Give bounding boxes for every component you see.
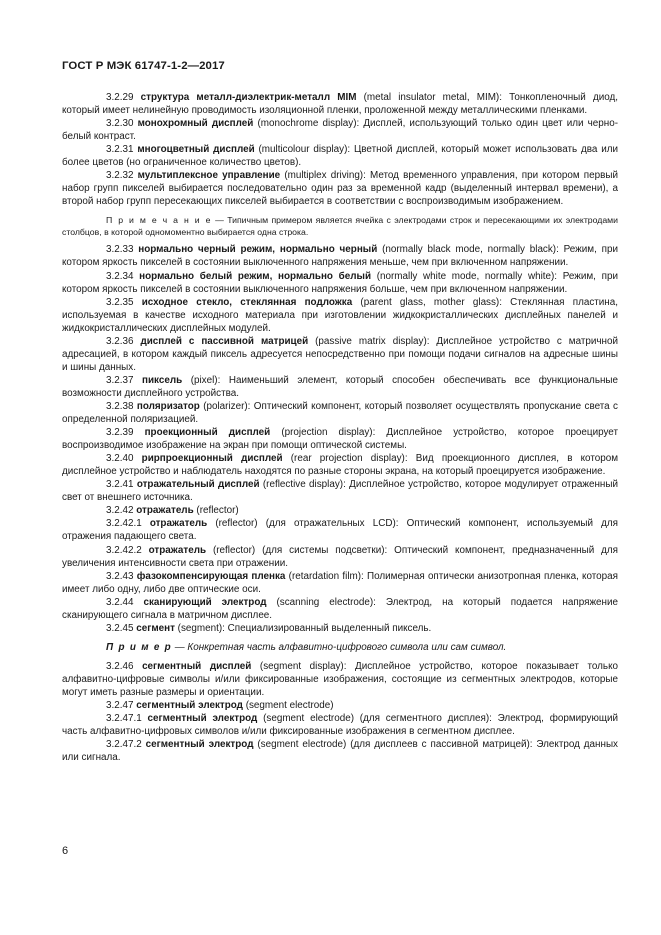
definitions-block-3 [62, 660, 618, 764]
entry-definition: (retardation film): Полимерная оптически анизотропная пленка, которая имеет либо одну, либо две оптические оси. [62, 570, 618, 595]
entry-number: 3.2.42.1 [106, 518, 142, 530]
entry-term: фазокомпенсирующая пленка [136, 570, 286, 582]
entry-definition: (normally white mode, normally white): Режим, при котором яркость пикселей в состоянии выключенного напряжения больше, чем при включенном напряжении. [62, 270, 618, 295]
definition-entry [62, 296, 618, 335]
definition-entry [62, 400, 618, 426]
definition-entry [62, 91, 618, 117]
entry-definition: (projection display): Дисплейное устройство, которое проецирует воспроизводимое изображение на экран при помощи оптической системы. [62, 427, 618, 452]
document-header: ГОСТ Р МЭК 61747-1-2—2017 [62, 60, 225, 72]
entry-term: отражатель [148, 544, 207, 556]
note [62, 214, 618, 238]
entry-term: рирпроекционный дисплей [141, 453, 283, 465]
entry-term: проекционный дисплей [144, 427, 271, 439]
definition-entry [62, 478, 618, 504]
entry-definition: (multicolour display): Цветной дисплей, который может использовать два или более цветов (но ограниченное количество цветов). [62, 144, 618, 169]
definition-entry [62, 117, 618, 143]
entry-number: 3.2.30 [106, 118, 134, 130]
entry-number: 3.2.44 [106, 596, 134, 608]
entry-definition: (reflector) (для отражательных LCD): Оптический компонент, используемый для отражения падающего света. [62, 518, 618, 543]
entry-number: 3.2.32 [106, 170, 134, 182]
entry-term: сегментный электрод [145, 739, 254, 751]
entry-term: сканирующий электрод [143, 596, 267, 608]
entry-term: монохромный дисплей [137, 118, 254, 130]
entry-definition: (metal insulator metal, MIM): Тонкопленочный диод, который имеет нелинейную проводимость изоляционной пленки, проложенной между металлическими пленками. [62, 92, 619, 117]
entry-definition: (segment electrode) (для дисплеев с пассивной матрицей): Электрод данных или сигнала. [62, 739, 618, 764]
definition-entry [62, 426, 618, 452]
entry-number: 3.2.36 [106, 335, 134, 347]
entry-number: 3.2.40 [106, 453, 134, 465]
definition-entry [62, 243, 618, 269]
entry-term: отражатель [149, 518, 208, 530]
entry-number: 3.2.47.2 [106, 739, 142, 751]
entry-definition: (passive matrix display): Дисплейное устройство с матричной адресацией, в котором каждый пиксель адресуется непосредственно при помощи подачи сигналов на адресные шины и шины данных. [62, 335, 618, 373]
entry-number: 3.2.34 [106, 270, 134, 282]
definitions-block-1 [62, 91, 618, 208]
entry-number: 3.2.42 [106, 505, 134, 517]
page-number: 6 [62, 845, 69, 857]
definition-entry [62, 596, 618, 622]
entry-number: 3.2.47.1 [106, 713, 142, 725]
entry-term: сегментный электрод [147, 713, 258, 725]
example-text: — Конкретная часть алфавитно-цифрового символа или сам символ. [172, 641, 507, 653]
entry-term: пиксель [142, 374, 183, 386]
note-label: П р и м е ч а н и е [106, 215, 212, 226]
entry-number: 3.2.31 [106, 144, 134, 156]
entry-number: 3.2.43 [106, 570, 134, 582]
entry-definition: (polarizer): Оптический компонент, который позволяет осуществлять пропускание света с определенной поляризацией. [62, 400, 618, 426]
entry-number: 3.2.45 [106, 622, 134, 634]
definition-entry [62, 544, 618, 570]
definition-entry [62, 374, 618, 400]
definition-entry [62, 335, 618, 374]
entry-definition: (segment): Специализированный выделенный пиксель. [174, 622, 432, 634]
entry-term: мультиплексное управление [137, 170, 281, 182]
definition-entry [62, 699, 618, 712]
entry-number: 3.2.38 [106, 400, 134, 412]
entry-term: многоцветный дисплей [137, 144, 255, 156]
entry-definition: (parent glass, mother glass): Стеклянная пластина, используемая в качестве исходного материала при изготовлении жидкокристаллических дисплейных панелей и жидкокристаллических дисплейных модулей. [62, 296, 618, 334]
entry-definition: (multiplex driving): Метод временного управления, при котором первый набор групп пикселей выбирается последовательно один раз за временной кадр (выделенный интервал времени), а второй набор групп пересекающих пикселей выбирается в соответствии с воспроизводимым изображением. [62, 170, 619, 208]
entry-definition: (monochrome display): Дисплей, использующий только один цвет или черно-белый контраст. [62, 118, 618, 143]
entry-definition: (reflector) [193, 505, 239, 517]
entry-number: 3.2.46 [106, 660, 134, 672]
entry-number: 3.2.29 [106, 92, 134, 103]
entry-term: исходное стекло, стеклянная подложка [141, 296, 353, 308]
note-text: Типичным примером является ячейка с электродами строк и пересекающими их электродами столбцов, в которой одномоментно выбирается одна строка. [62, 215, 619, 238]
entry-definition: (segment electrode) (для сегментного дисплея): Электрод, формирующий часть алфавитно-цифровых символов и/или фиксированные изображения в сегментном дисплее. [62, 713, 619, 738]
definition-entry [62, 270, 618, 296]
entry-term: сегментный электрод [136, 700, 243, 712]
document-body [62, 91, 618, 764]
definition-entry [62, 452, 618, 478]
entry-term: сегмент [136, 622, 175, 634]
entry-term: сегментный дисплей [142, 660, 252, 672]
entry-number: 3.2.33 [106, 244, 134, 256]
entry-definition: (segment electrode) [242, 700, 334, 712]
definition-entry [62, 504, 618, 517]
entry-number: 3.2.39 [106, 427, 134, 439]
definition-entry [62, 660, 618, 699]
definition-entry [62, 570, 618, 596]
entry-number: 3.2.37 [106, 374, 134, 386]
definition-entry [62, 712, 618, 738]
entry-number: 3.2.42.2 [106, 544, 142, 556]
entry-term: дисплей с пассивной матрицей [140, 335, 309, 347]
entry-term: отражательный дисплей [136, 479, 260, 491]
entry-definition: (normally black mode, normally black): Режим, при котором яркость пикселей в состоянии выключенного напряжения меньше, чем при включенном напряжении. [62, 244, 618, 269]
definition-entry [62, 143, 618, 169]
entry-term: нормально белый режим, нормально белый [139, 270, 372, 282]
entry-term: нормально черный режим, нормально черный [138, 244, 378, 256]
entry-term: поляризатор [136, 400, 200, 412]
entry-definition: (pixel): Наименьший элемент, который способен обеспечивать все функциональные возможности дисплейного устройства. [62, 374, 619, 399]
entry-definition: (rear projection display): Вид проекционного дисплея, в котором дисплейное устройство и наблюдатель находятся по разные стороны экрана, на который проецируется изображение. [62, 453, 619, 478]
entry-number: 3.2.35 [106, 296, 134, 308]
entry-term: структура металл-диэлектрик-металл MIM [140, 92, 357, 103]
definition-entry [62, 738, 618, 764]
entry-number: 3.2.41 [106, 479, 134, 491]
entry-definition: (reflector) (для системы подсветки): Оптический компонент, предназначенный для увеличения интенсивности света при отражении. [62, 544, 618, 569]
example-label: П р и м е р [106, 641, 173, 653]
definition-entry [62, 622, 618, 635]
entry-number: 3.2.47 [106, 700, 134, 712]
entry-definition: (segment display): Дисплейное устройство, которое показывает только алфавитно-цифровые символы и/или фиксированные изображения, состоящие из сегментных электродов, которые могут иметь разные размеры и ориентации. [62, 660, 618, 698]
entry-definition: (scanning electrode): Электрод, на который подается напряжение сканирующего сигнала в матричном дисплее. [62, 596, 619, 621]
definition-entry [62, 517, 618, 543]
example [62, 641, 618, 654]
note-dash: — [211, 215, 228, 226]
definitions-block-2 [62, 243, 618, 634]
entry-definition: (reflective display): Дисплейное устройство, которое модулирует отраженный свет от внешнего источника. [62, 479, 619, 504]
entry-term: отражатель [136, 505, 194, 517]
definition-entry [62, 169, 618, 208]
